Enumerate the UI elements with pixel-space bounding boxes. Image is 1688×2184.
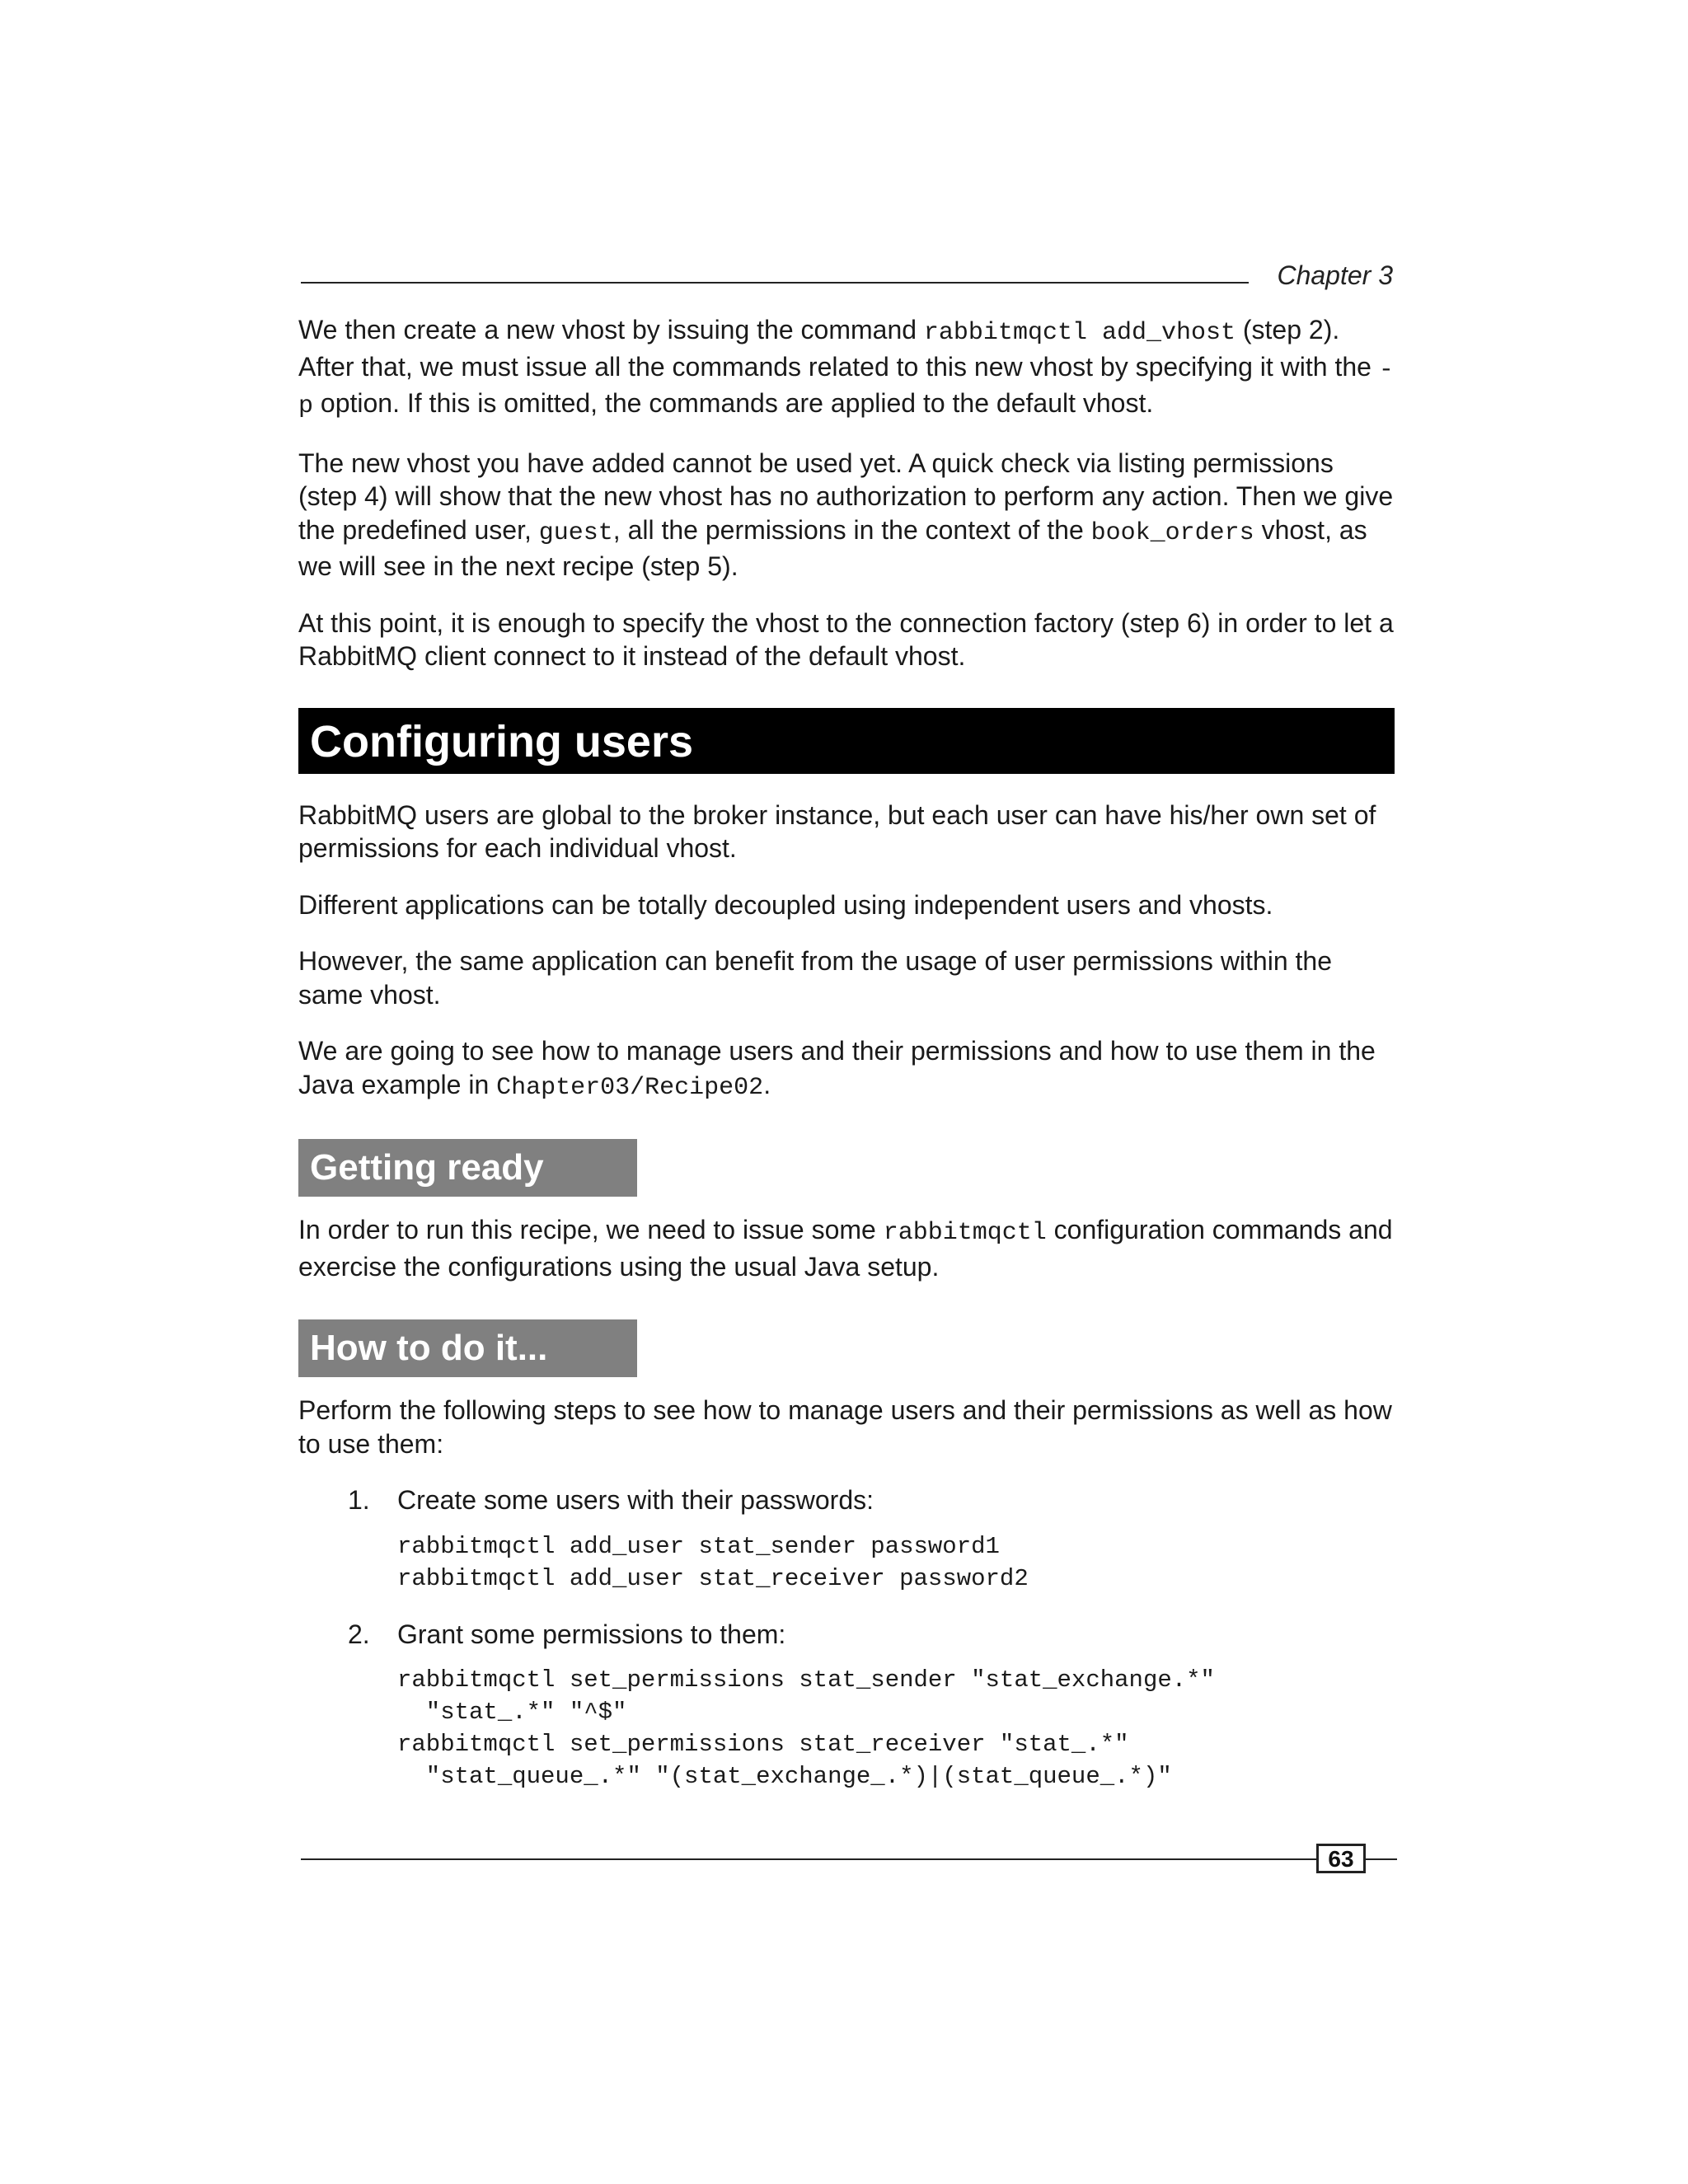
step-item bbox=[298, 1618, 1395, 1793]
subheading-how-to-do-it: How to do it... bbox=[298, 1319, 637, 1377]
header-rule bbox=[301, 282, 1249, 284]
section-paragraph-3: However, the same application can benefit from the usage of user permissions within the same vhost. bbox=[298, 946, 1332, 1010]
section-heading-configuring-users: Configuring users bbox=[298, 708, 1395, 774]
step-text: Create some users with their passwords: bbox=[397, 1485, 874, 1515]
inline-code: book_orders bbox=[1090, 518, 1254, 547]
inline-code: guest bbox=[538, 518, 613, 547]
intro-paragraph-3: At this point, it is enough to specify the vhost to the connection factory (step 6) in order to let a RabbitMQ client connect to it instead of the default vhost. bbox=[298, 607, 1394, 671]
page-number: 63 bbox=[1316, 1844, 1366, 1873]
step-text: Grant some permissions to them: bbox=[397, 1619, 786, 1649]
step-number: 1. bbox=[348, 1485, 370, 1515]
subheading-getting-ready: Getting ready bbox=[298, 1139, 637, 1197]
page-content bbox=[298, 313, 1395, 1793]
inline-code: Chapter03/Recipe02 bbox=[496, 1073, 764, 1102]
steps-list bbox=[298, 1483, 1395, 1793]
intro-paragraph-2: The new vhost you have added cannot be used yet. A quick check via listing permissions (step 4) will show that the new vhost has no authorization to perform any action. Then we give the predefined user, guest, all the permissions in the context of the book_orders vhost, as we will see in the next recipe (step 5). bbox=[298, 448, 1394, 581]
code-block: rabbitmqctl add_user stat_sender password1 rabbitmqctl add_user stat_receiver password2 bbox=[397, 1532, 1029, 1592]
inline-code: rabbitmqctl bbox=[883, 1219, 1047, 1247]
step-item bbox=[298, 1483, 1395, 1595]
inline-code: rabbitmqctl add_vhost bbox=[923, 319, 1236, 347]
step-number: 2. bbox=[348, 1619, 370, 1649]
footer-rule bbox=[301, 1858, 1397, 1860]
code-block: rabbitmqctl set_permissions stat_sender "stat_exchange.*" "stat_.*" "^$" rabbitmqctl set_permissions stat_receiver "stat_.*" "stat_queue_.*" "(stat_exchange_.*)|(stat_queue_.*)" bbox=[397, 1666, 1215, 1790]
getting-ready-paragraph: In order to run this recipe, we need to issue some rabbitmqctl configuration commands and exercise the configurations using the usual Java setup. bbox=[298, 1215, 1393, 1282]
section-paragraph-4: We are going to see how to manage users and their permissions and how to use them in the Java example in Chapter03/Recipe02. bbox=[298, 1036, 1376, 1102]
section-paragraph-1: RabbitMQ users are global to the broker instance, but each user can have his/her own set of permissions for each individual vhost. bbox=[298, 799, 1376, 863]
how-to-intro: Perform the following steps to see how to manage users and their permissions as well as how to use them: bbox=[298, 1395, 1392, 1459]
inline-code: -p bbox=[298, 355, 1394, 420]
chapter-label: Chapter 3 bbox=[1277, 260, 1393, 290]
section-paragraph-2: Different applications can be totally decoupled using independent users and vhosts. bbox=[298, 889, 1273, 920]
intro-paragraph-1: We then create a new vhost by issuing the command rabbitmqctl add_vhost (step 2). After that, we must issue all the commands related to this new vhost by specifying it with the -p option. If this is omitted, the commands are applied to the default vhost. bbox=[298, 315, 1394, 420]
